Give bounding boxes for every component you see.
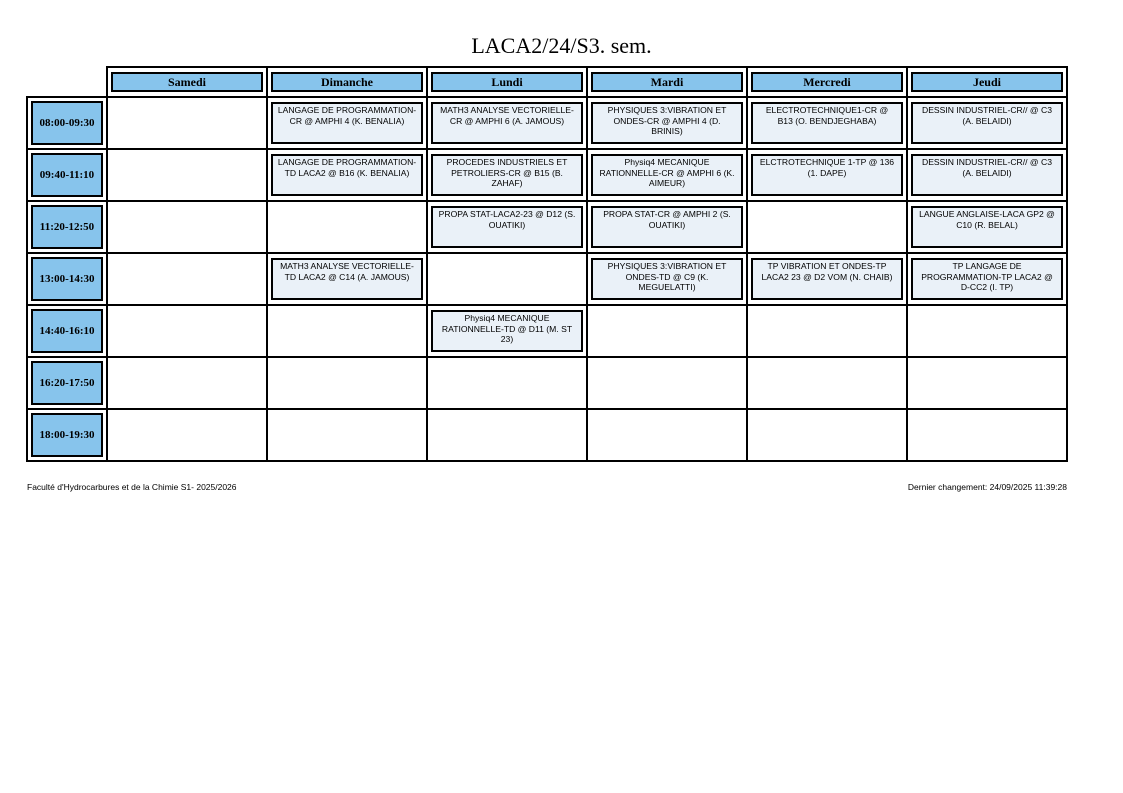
time-cell — [27, 97, 107, 149]
time-cell — [27, 201, 107, 253]
schedule-cell — [107, 409, 267, 461]
schedule-cell — [907, 305, 1067, 357]
schedule-cell — [267, 305, 427, 357]
course-entry[interactable]: TP LANGAGE DE PROGRAMMATION-TP LACA2 @ D-CC2 (I. TP) — [911, 258, 1063, 300]
time-cell — [27, 357, 107, 409]
schedule-cell — [747, 253, 907, 305]
time-slot-label: 18:00-19:30 — [31, 413, 103, 457]
schedule-cell — [587, 253, 747, 305]
day-header-mardi: Mardi — [591, 72, 743, 92]
day-header-lundi: Lundi — [431, 72, 583, 92]
day-header-cell — [907, 67, 1067, 97]
day-header-samedi: Samedi — [111, 72, 263, 92]
schedule-cell — [107, 357, 267, 409]
schedule-cell — [587, 149, 747, 201]
course-entry[interactable]: PROPA STAT-CR @ AMPHI 2 (S. OUATIKI) — [591, 206, 743, 248]
course-entry[interactable]: LANGAGE DE PROGRAMMATION-TD LACA2 @ B16 (K. BENALIA) — [271, 154, 423, 196]
course-entry[interactable]: MATH3 ANALYSE VECTORIELLE-TD LACA2 @ C14 (A. JAMOUS) — [271, 258, 423, 300]
schedule-cell — [747, 149, 907, 201]
course-entry[interactable]: LANGUE ANGLAISE-LACA GP2 @ C10 (R. BELAL) — [911, 206, 1063, 248]
time-row — [27, 357, 1067, 409]
schedule-cell — [907, 149, 1067, 201]
course-entry[interactable]: PROCEDES INDUSTRIELS ET PETROLIERS-CR @ B15 (B. ZAHAF) — [431, 154, 583, 196]
schedule-cell — [427, 97, 587, 149]
page-title: LACA2/24/S3. sem. — [471, 33, 652, 58]
day-header-cell — [587, 67, 747, 97]
day-header-mercredi: Mercredi — [751, 72, 903, 92]
schedule-cell — [747, 97, 907, 149]
day-header-cell — [427, 67, 587, 97]
schedule-cell — [747, 357, 907, 409]
schedule-cell — [267, 409, 427, 461]
schedule-cell — [267, 149, 427, 201]
course-entry[interactable]: DESSIN INDUSTRIEL-CR// @ C3 (A. BELAIDI) — [911, 154, 1063, 196]
schedule-cell — [267, 97, 427, 149]
day-header-cell — [267, 67, 427, 97]
schedule-cell — [587, 357, 747, 409]
course-entry[interactable]: PHYSIQUES 3:VIBRATION ET ONDES-TD @ C9 (K. MEGUELATTI) — [591, 258, 743, 300]
schedule-cell — [907, 97, 1067, 149]
schedule-cell — [587, 305, 747, 357]
schedule-cell — [587, 409, 747, 461]
time-row — [27, 305, 1067, 357]
schedule-cell — [587, 97, 747, 149]
schedule-cell — [107, 305, 267, 357]
schedule-cell — [427, 149, 587, 201]
schedule-cell — [747, 201, 907, 253]
time-cell — [27, 409, 107, 461]
time-row — [27, 201, 1067, 253]
schedule-cell — [907, 201, 1067, 253]
schedule-cell — [907, 253, 1067, 305]
schedule-cell — [267, 201, 427, 253]
course-entry[interactable]: DESSIN INDUSTRIEL-CR// @ C3 (A. BELAIDI) — [911, 102, 1063, 144]
time-cell — [27, 149, 107, 201]
schedule-cell — [747, 409, 907, 461]
schedule-cell — [267, 253, 427, 305]
schedule-cell — [107, 97, 267, 149]
course-entry[interactable]: TP VIBRATION ET ONDES-TP LACA2 23 @ D2 VOM (N. CHAIB) — [751, 258, 903, 300]
schedule-cell — [427, 409, 587, 461]
time-row — [27, 253, 1067, 305]
time-slot-label: 08:00-09:30 — [31, 101, 103, 145]
course-entry[interactable]: MATH3 ANALYSE VECTORIELLE-CR @ AMPHI 6 (A. JAMOUS) — [431, 102, 583, 144]
schedule-cell — [907, 409, 1067, 461]
time-slot-label: 11:20-12:50 — [31, 205, 103, 249]
footer-institution: Faculté d'Hydrocarbures et de la Chimie S1- 2025/2026 — [27, 482, 237, 492]
schedule-cell — [427, 305, 587, 357]
timetable-grid — [26, 66, 1068, 462]
timetable-table — [26, 66, 1068, 462]
schedule-cell — [587, 201, 747, 253]
day-header-cell — [747, 67, 907, 97]
course-entry[interactable]: LANGAGE DE PROGRAMMATION-CR @ AMPHI 4 (K. BENALIA) — [271, 102, 423, 144]
course-entry[interactable]: Physiq4 MECANIQUE RATIONNELLE-CR @ AMPHI 6 (K. AIMEUR) — [591, 154, 743, 196]
schedule-cell — [107, 201, 267, 253]
schedule-cell — [907, 357, 1067, 409]
schedule-cell — [427, 253, 587, 305]
day-header-dimanche: Dimanche — [271, 72, 423, 92]
schedule-cell — [107, 253, 267, 305]
course-entry[interactable]: ELCTROTECHNIQUE 1-TP @ 136 (1. DAPE) — [751, 154, 903, 196]
day-header-jeudi: Jeudi — [911, 72, 1063, 92]
schedule-cell — [267, 357, 427, 409]
time-slot-label: 16:20-17:50 — [31, 361, 103, 405]
time-cell — [27, 305, 107, 357]
schedule-cell — [107, 149, 267, 201]
time-slot-label: 13:00-14:30 — [31, 257, 103, 301]
time-row — [27, 409, 1067, 461]
schedule-cell — [747, 305, 907, 357]
time-row — [27, 97, 1067, 149]
time-cell — [27, 253, 107, 305]
schedule-cell — [427, 357, 587, 409]
footer-last-change: Dernier changement: 24/09/2025 11:39:28 — [907, 482, 1067, 492]
schedule-cell — [427, 201, 587, 253]
course-entry[interactable]: PROPA STAT-LACA2-23 @ D12 (S. OUATIKI) — [431, 206, 583, 248]
time-slot-label: 09:40-11:10 — [31, 153, 103, 197]
corner-blank — [27, 67, 107, 97]
time-row — [27, 149, 1067, 201]
course-entry[interactable]: ELECTROTECHNIQUE1-CR @ B13 (O. BENDJEGHABA) — [751, 102, 903, 144]
course-entry[interactable]: PHYSIQUES 3:VIBRATION ET ONDES-CR @ AMPHI 4 (D. BRINIS) — [591, 102, 743, 144]
day-header-cell — [107, 67, 267, 97]
time-slot-label: 14:40-16:10 — [31, 309, 103, 353]
course-entry[interactable]: Physiq4 MECANIQUE RATIONNELLE-TD @ D11 (M. ST 23) — [431, 310, 583, 352]
